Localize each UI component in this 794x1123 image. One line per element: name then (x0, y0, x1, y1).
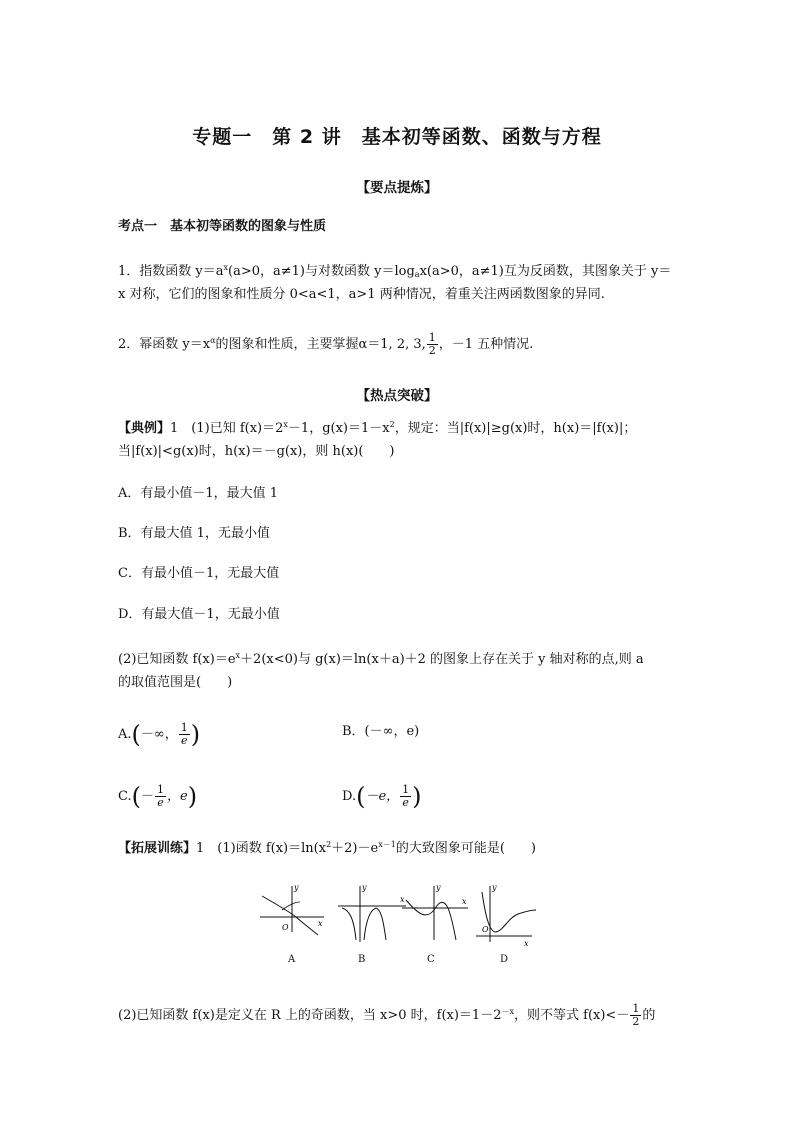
graph-a (260, 886, 324, 935)
graph-d-x-label: x (524, 939, 529, 948)
graph-label-c: C (427, 954, 435, 965)
graph-b (338, 886, 406, 942)
graph-d-y-label: y (492, 883, 497, 892)
option-c: C．有最小值－1，无最大值 (118, 566, 280, 581)
graph-label-b: B (358, 954, 366, 965)
example-2-line-2: 的取值范围是( ) (118, 675, 233, 690)
graph-c-y-label: y (436, 883, 441, 892)
graph-options-svg (256, 880, 546, 950)
graph-d-origin: O (482, 925, 489, 934)
extension-2-line-1: (2)已知函数 f(x)是定义在 R 上的奇函数，当 x>0 时，$f(x)=1-2^{-x}$，则不等式 f(x)<－ $\frac{1}{2}$ 的 (118, 1002, 656, 1028)
hot-header: 【热点突破】 (356, 388, 438, 404)
kaodian-heading: 考点一 基本初等函数的图象与性质 (118, 219, 327, 234)
paragraph-1-line-2: x 对称，它们的图象和性质分 0<a<1，a>1 两种情况，着重关注两函数图象的异同. (118, 287, 605, 302)
option-d: D．有最大值－1，无最小值 (118, 607, 280, 622)
example-1-line-2: 当|f(x)|<g(x)时，h(x)＝－g(x)，则 h(x)( ) (118, 444, 395, 459)
graph-a-x-label: x (318, 919, 323, 928)
graph-b-x-label: x (400, 895, 405, 904)
option-b: B．有最大值 1，无最小值 (118, 526, 270, 541)
fraction-one-half-2: $\frac{1}{2}$ (632, 1002, 640, 1028)
fraction-one-half: $\frac{1}{2}$ (428, 331, 436, 357)
paragraph-2: 2．幂函数 $y=x^\alpha$的图象和性质，主要掌握α＝1, 2, 3, $\frac{1}{2}$ ，－1 五种情况. (118, 331, 534, 357)
paragraph-1-line-1: 1．指数函数 $y=a^x(a>0$，a≠1)与对数函数 $y=\log_ax(a>0$，a≠1)互为反函数，其图象关于 y＝ (118, 263, 672, 279)
graph-a-y-label: y (294, 883, 299, 892)
graph-b-y-label: y (362, 883, 367, 892)
graph-choices (256, 880, 546, 965)
ex2-option-a: A.(－∞， $\frac{1}{e}$ ) (118, 720, 201, 749)
ex2-option-d: D.(－e， $\frac{1}{e}$ ) (342, 782, 422, 811)
graph-label-d: D (500, 954, 509, 965)
ex2-option-b: B．(－∞，e) (342, 724, 420, 739)
key-points-header: 【要点提炼】 (356, 180, 438, 196)
extension-1-line-1: 【拓展训练】1 (1)函数 $f(x)=\ln(x^2+2)-e^{x-1}$的大致图象可能是( ) (118, 840, 536, 856)
graph-label-a: A (288, 954, 296, 965)
graph-a-origin: O (282, 923, 289, 932)
ex2-option-c: C.(－ $\frac{1}{e}$ ，e) (118, 782, 198, 811)
option-a: A．有最小值－1，最大值 1 (118, 486, 279, 501)
graph-c-x-label: x (462, 897, 467, 906)
example-2-line-1: (2)已知函数 $f(x)=e^x+2(x<0)$与 g(x)＝ln(x＋a)＋2 的图象上存在关于 y 轴对称的点,则 a (118, 651, 644, 667)
example-1-line-1: 【典例】1 (1)已知 $f(x)=2^x-1$，$g(x)=1-x^2$，规定：当|f(x)|≥g(x)时，h(x)＝|f(x)|； (118, 420, 637, 436)
page-title: 专题一 第 2 讲 基本初等函数、函数与方程 (192, 126, 602, 148)
graph-c (402, 886, 468, 940)
